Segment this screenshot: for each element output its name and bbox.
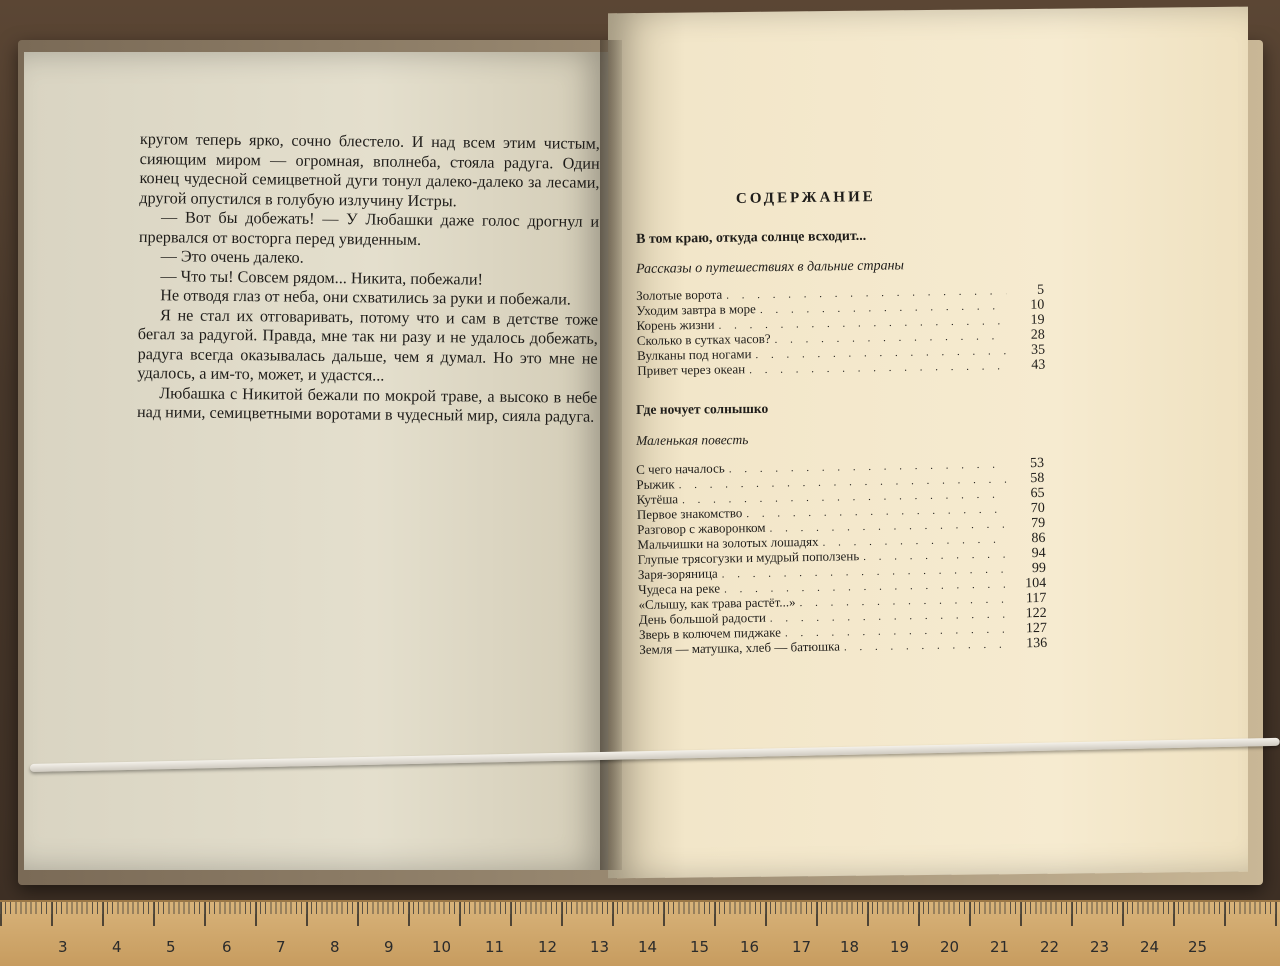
toc-entry-title: Привет через океан: [637, 361, 746, 378]
toc-entry-title: Кутёша: [636, 491, 679, 507]
toc-entry-title: Вулканы под ногами: [636, 346, 752, 363]
ruler-number: 3: [58, 938, 68, 956]
toc-entry-title: Уходим завтра в море: [636, 301, 757, 318]
toc-entry-title: Сколько в сутках часов?: [636, 330, 771, 348]
toc-part-title: В том краю, откуда солнце всходит...: [636, 228, 867, 247]
toc-entry-page: 70: [1030, 500, 1046, 517]
ruler-number: 16: [740, 938, 760, 956]
ruler-number: 15: [690, 938, 710, 956]
toc-entry-page: 10: [1030, 297, 1045, 313]
ruler-ticks: [0, 902, 1280, 932]
toc-title: СОДЕРЖАНИЕ: [735, 189, 876, 207]
toc-entry-page: 53: [1029, 455, 1045, 472]
toc-entry-page: 58: [1030, 470, 1045, 487]
book-gutter: [600, 40, 622, 870]
toc-entry-page: 117: [1025, 590, 1047, 607]
paragraph: кругом теперь ярко, сочно блестело. И над всем этим чистым, сияющим миром — огромная, вполнеба, стояла радуга. Один конец чудесной семицветной дуги тонул далеко-далеко за лесами, другой опустился в голубую излучину Истры.: [139, 130, 600, 210]
ruler-number: 6: [222, 938, 232, 956]
toc-part-subtitle: Рассказы о путешествиях в дальние страны: [636, 258, 905, 277]
toc-entry-page: 19: [1030, 312, 1045, 328]
toc-entry-page: 99: [1031, 560, 1047, 577]
ruler-number: 7: [276, 938, 286, 956]
toc-entry-title: Зверь в колючем пиджаке: [638, 624, 782, 642]
ruler-number: 9: [384, 938, 394, 956]
toc-entry-title: Мальчишки на золотых лошадях: [637, 533, 819, 552]
toc-entry-title: С чего началось: [636, 460, 725, 477]
toc-part-title: Где ночует солнышко: [636, 400, 769, 417]
ruler-number: 24: [1140, 938, 1160, 956]
paragraph: — Вот бы добежать! — У Любашки даже голос дрогнул и прервался от восторга перед увиденным.: [138, 208, 600, 249]
paragraph: Любашка с Никитой бежали по мокрой траве, а высоко в небе над ними, семицветными воротами в чудесный мир, сияла радуга.: [136, 383, 598, 426]
toc-leader-dots: [844, 638, 1010, 656]
paragraph: Я не стал их отговаривать, потому что и сам в детстве тоже бегал за радугой. Правда, мне так ни разу и не удалось добежать, радуга всегда оказывалась дальше, чем я думал. Но это мне не удалось, а им-то, может, и удастся...: [137, 305, 599, 385]
toc-entry-page: 35: [1030, 342, 1046, 358]
toc-list-part2: [636, 455, 1047, 657]
ruler-number: 10: [432, 938, 452, 956]
paragraph: Не отводя глаз от неба, они схватились за руки и побежали.: [160, 286, 571, 309]
toc-entry-title: Золотые ворота: [636, 286, 723, 303]
ruler-number: 8: [330, 938, 340, 956]
toc-entry-title: «Слышу, как трава растёт...»: [638, 594, 796, 612]
toc-entry-page: 65: [1030, 485, 1045, 502]
toc-entry-page: 86: [1031, 530, 1046, 547]
toc-entry-title: День большой радости: [638, 609, 766, 627]
ruler-numbers: [0, 938, 1280, 962]
ruler-number: 5: [166, 938, 176, 956]
ruler-number: 19: [890, 938, 910, 956]
ruler-number: 4: [112, 938, 122, 956]
ruler-number: 21: [990, 938, 1010, 956]
toc-entry-title: Глупые трясогузки и мудрый поползень: [637, 548, 860, 567]
toc-entry-title: Чудеса на реке: [638, 580, 721, 597]
toc-entry-page: 43: [1031, 357, 1046, 373]
ruler-number: 17: [792, 938, 812, 956]
ruler-number: 11: [485, 938, 505, 956]
toc-entry-title: Земля — матушка, хлеб — батюшка: [639, 638, 841, 657]
ruler-number: 22: [1040, 938, 1060, 956]
paragraph: — Это очень далеко.: [160, 247, 304, 267]
toc-entry-page: 79: [1031, 515, 1046, 532]
toc-entry-title: Заря-зоряница: [637, 565, 718, 582]
toc-part-subtitle: Маленькая повесть: [636, 432, 749, 448]
toc-list-part1: [636, 282, 1045, 378]
ruler-number: 14: [638, 938, 658, 956]
left-page-text: [137, 130, 600, 427]
ruler-number: 18: [840, 938, 860, 956]
ruler-number: 25: [1188, 938, 1208, 956]
toc-entry-title: Рыжик: [636, 476, 675, 492]
toc-entry-page: 127: [1025, 620, 1048, 637]
ruler-number: 20: [940, 938, 960, 956]
paragraph: — Что ты! Совсем рядом... Никита, побежали!: [160, 266, 484, 289]
toc-entry-page: 136: [1026, 635, 1048, 652]
toc-entry-page: 5: [1036, 282, 1045, 298]
toc-entry-title: Первое знакомство: [636, 505, 743, 522]
toc-entry-title: Корень жизни: [636, 316, 715, 333]
toc-entry-page: 122: [1025, 605, 1047, 622]
ruler-number: 13: [590, 938, 610, 956]
ruler-number: 23: [1090, 938, 1110, 956]
ruler-number: 12: [538, 938, 558, 956]
toc-entry-page: 104: [1025, 575, 1047, 592]
toc-entry-page: 94: [1031, 545, 1046, 562]
toc-entry-title: Разговор с жаворонком: [637, 519, 766, 537]
toc-entry-page: 28: [1030, 327, 1045, 343]
